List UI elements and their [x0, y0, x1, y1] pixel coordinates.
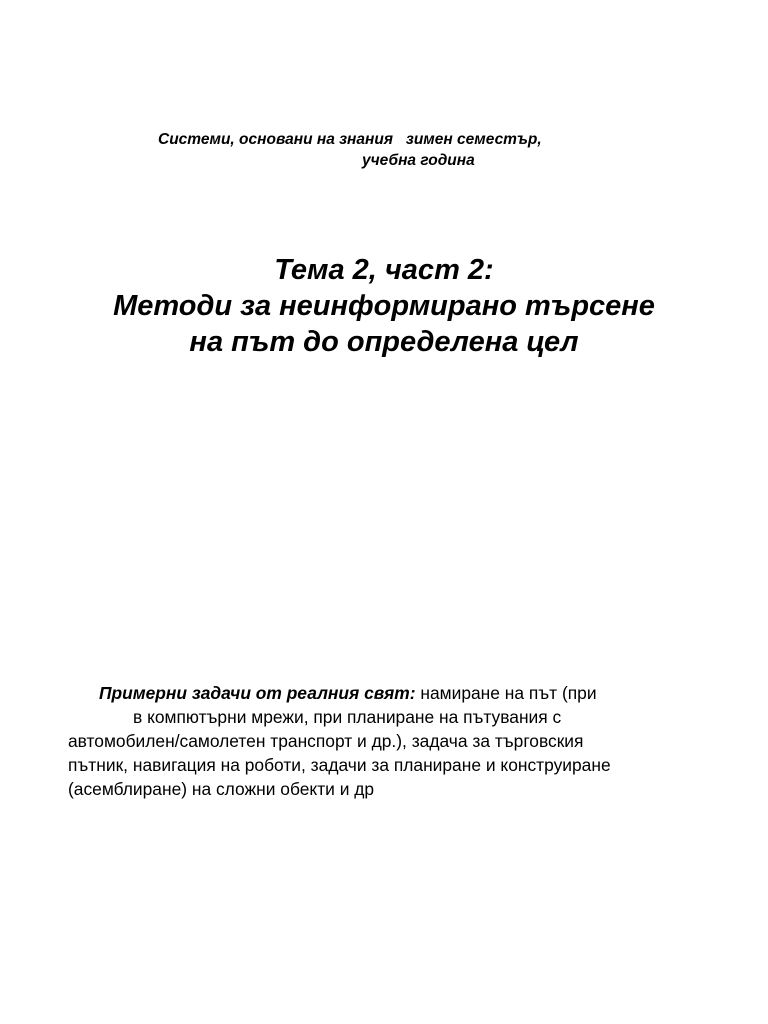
paragraph-line-4: пътник, навигация на роботи, задачи за планиране и конструиране — [68, 755, 611, 775]
paragraph-line-2: в компютърни мрежи, при планиране на пътувания с — [133, 707, 562, 727]
example-tasks-paragraph — [68, 681, 708, 801]
course-header: Системи, основани на знания зимен семестър, — [158, 131, 542, 148]
topic-title — [0, 252, 768, 360]
topic-title-line-1: Тема 2, част 2: — [274, 254, 494, 286]
academic-year-label: учебна година — [362, 152, 475, 169]
paragraph-line-3: автомобилен/самолетен транспорт и др.), задача за търговския — [68, 731, 584, 751]
paragraph-line-1-rest: намиране на път (при — [415, 683, 597, 703]
paragraph-lead: Примерни задачи от реалния свят: — [99, 683, 416, 703]
paragraph-line-5: (асемблиране) на сложни обекти и др — [68, 779, 375, 799]
paragraph-line-1 — [68, 681, 708, 705]
topic-title-line-2: Методи за неинформирано търсене — [113, 290, 655, 322]
topic-title-line-3: на път до определена цел — [189, 326, 579, 358]
